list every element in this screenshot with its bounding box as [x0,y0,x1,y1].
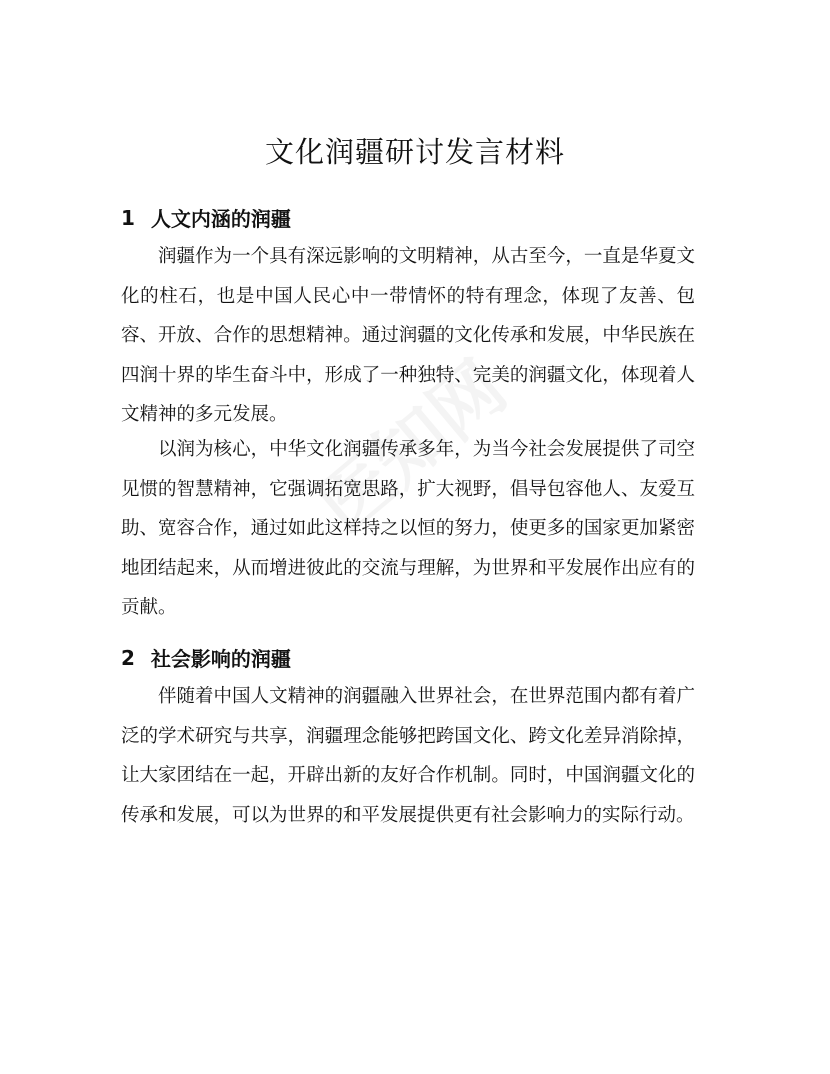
paragraph: 伴随着中国人文精神的润疆融入世界社会，在世界范围内都有着广泛的学术研究与共享，润疆理念能够把跨国文化、跨文化差异消除掉，让大家团结在一起，开辟出新的友好合作机制。同时，中国润疆文化的传承和发展，可以为世界的和平发展提供更有社会影响力的实际行动。 [121,686,695,826]
section-heading-text: 人文内涵的润疆 [150,207,291,231]
section-number: 1 [121,205,135,230]
paragraph: 以润为核心，中华文化润疆传承多年，为当今社会发展提供了司空见惯的智慧精神，它强调拓宽思路，扩大视野，倡导包容他人、友爱互助、宽容合作，通过如此这样持之以恒的努力，使更多的国家更加紧密地团结起来，从而增进彼此的交流与理解，为世界和平发展作出应有的贡献。 [121,439,695,618]
section-number: 2 [121,645,135,670]
document-title: 文化润疆研讨发言材料 [264,135,565,169]
section-heading-text: 社会影响的润疆 [150,647,291,671]
section-heading-1 [121,203,291,232]
section-heading-2 [121,643,291,672]
paragraph: 润疆作为一个具有深远影响的文明精神，从古至今，一直是华夏文化的柱石，也是中国人民心中一带情怀的特有理念，体现了友善、包容、开放、合作的思想精神。通过润疆的文化传承和发展，中华民族在四润十界的毕生奋斗中，形成了一种独特、完美的润疆文化，体现着人文精神的多元发展。 [121,246,695,425]
